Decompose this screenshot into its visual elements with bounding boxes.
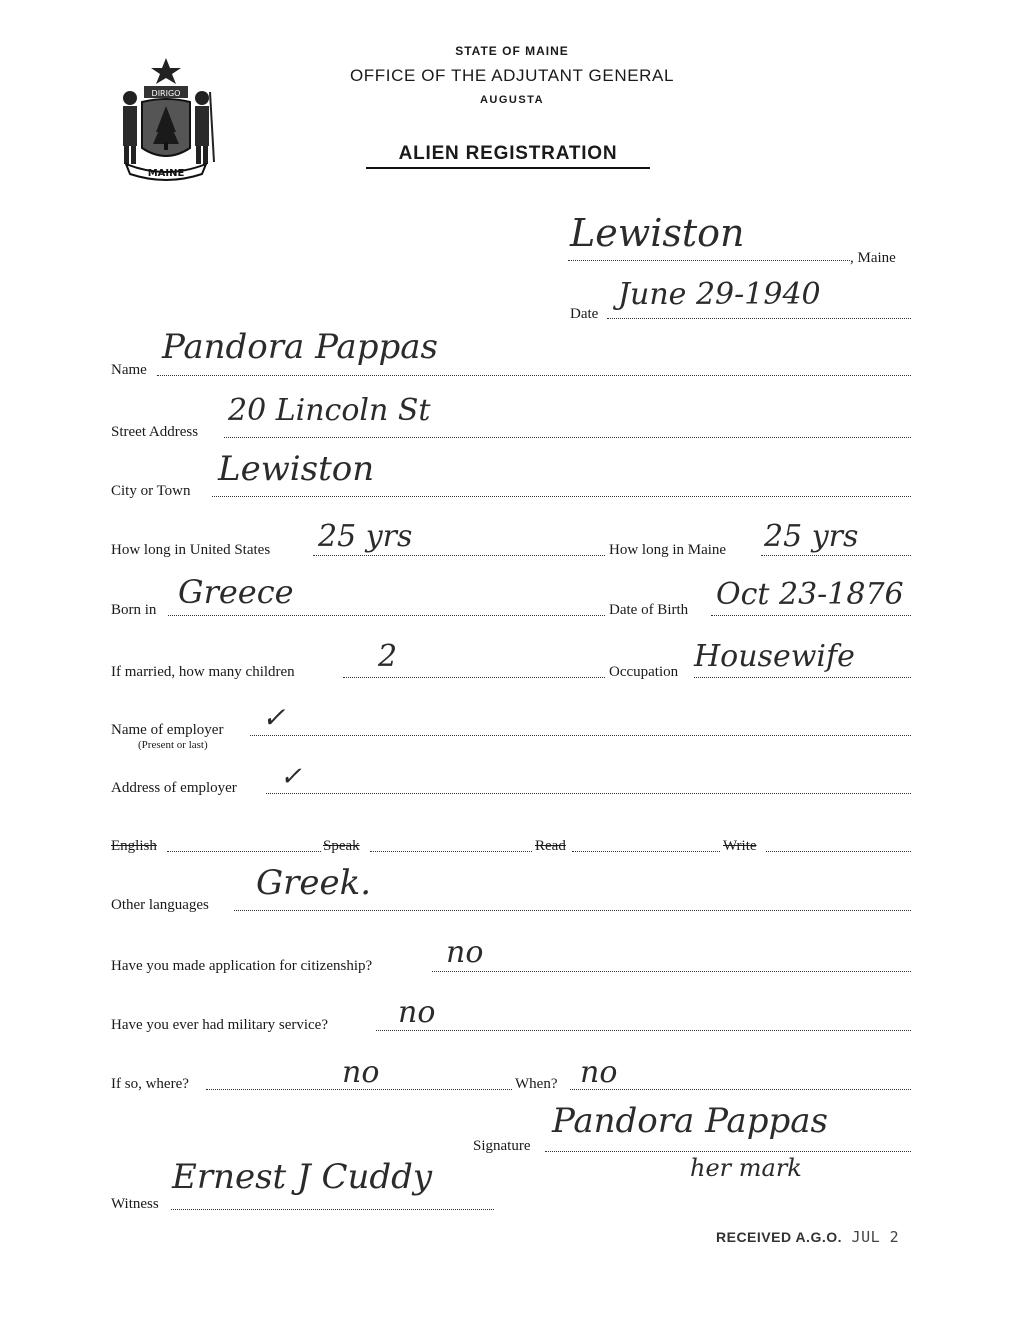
employer-value: ✓ xyxy=(262,701,286,734)
employer-line xyxy=(250,735,911,736)
born-value: Greece xyxy=(178,573,294,611)
how-long-us-value: 25 yrs xyxy=(318,519,413,554)
employer-sublabel: (Present or last) xyxy=(138,739,208,751)
witness-value: Ernest J Cuddy xyxy=(172,1157,433,1197)
signature-label: Signature xyxy=(473,1138,531,1154)
speak-line xyxy=(370,851,532,852)
occupation-value: Housewife xyxy=(694,639,855,674)
name-value: Pandora Pappas xyxy=(162,327,438,367)
header-office: OFFICE OF THE ADJUTANT GENERAL xyxy=(349,66,675,85)
born-label: Born in xyxy=(111,602,157,618)
city-line xyxy=(212,496,911,497)
citizenship-label: Have you made application for citizenship? xyxy=(111,958,373,974)
header-state: STATE OF MAINE xyxy=(455,44,569,58)
citizenship-line xyxy=(432,971,911,972)
date-value: June 29-1940 xyxy=(618,277,821,312)
military-value: no xyxy=(398,995,436,1030)
place-line xyxy=(568,260,850,261)
where-label: If so, where? xyxy=(111,1076,189,1092)
read-label: Read xyxy=(535,838,566,854)
received-stamp xyxy=(716,1228,899,1246)
name-label: Name xyxy=(111,362,147,378)
write-label: Write xyxy=(723,838,757,854)
witness-label: Witness xyxy=(111,1196,159,1212)
dob-line xyxy=(711,615,911,616)
when-label: When? xyxy=(515,1076,558,1092)
street-value: 20 Lincoln St xyxy=(228,393,431,428)
place-suffix: , Maine xyxy=(850,250,896,266)
employer-address-line xyxy=(266,793,911,794)
svg-text:MAINE: MAINE xyxy=(147,168,185,179)
date-line xyxy=(607,318,911,319)
dob-value: Oct 23-1876 xyxy=(716,577,904,612)
english-line xyxy=(167,851,321,852)
speak-label: Speak xyxy=(323,838,360,854)
date-label: Date xyxy=(570,306,599,322)
how-long-maine-label: How long in Maine xyxy=(609,542,727,558)
place-value: Lewiston xyxy=(570,211,745,255)
other-languages-value: Greek. xyxy=(256,863,372,903)
how-long-maine-line xyxy=(761,555,911,556)
occupation-label: Occupation xyxy=(609,664,679,680)
children-value: 2 xyxy=(378,639,398,674)
other-languages-label: Other languages xyxy=(111,897,209,913)
employer-label: Name of employer xyxy=(111,722,224,738)
street-label: Street Address xyxy=(111,424,199,440)
write-line xyxy=(766,851,911,852)
received-stamp-date: JUL 2 xyxy=(851,1228,900,1246)
svg-text:DIRIGO: DIRIGO xyxy=(151,89,181,98)
how-long-us-line xyxy=(313,555,605,556)
children-label: If married, how many children xyxy=(111,664,295,680)
when-line xyxy=(570,1089,911,1090)
how-long-us-label: How long in United States xyxy=(111,542,271,558)
how-long-maine-value: 25 yrs xyxy=(764,519,859,554)
signature-mark: her mark xyxy=(690,1154,802,1182)
dob-label: Date of Birth xyxy=(609,602,689,618)
read-line xyxy=(572,851,720,852)
born-line xyxy=(168,615,605,616)
city-value: Lewiston xyxy=(218,449,375,489)
header-city: AUGUSTA xyxy=(479,94,545,106)
english-label: English xyxy=(111,838,157,854)
name-line xyxy=(157,375,911,376)
citizenship-value: no xyxy=(446,935,484,970)
employer-address-value: ✓ xyxy=(280,762,302,792)
witness-line xyxy=(171,1209,494,1210)
children-line xyxy=(343,677,605,678)
received-stamp-text: RECEIVED A.G.O. xyxy=(716,1229,843,1245)
when-value: no xyxy=(580,1055,618,1090)
where-value: no xyxy=(342,1055,380,1090)
military-line xyxy=(376,1030,911,1031)
other-languages-line xyxy=(234,910,911,911)
street-line xyxy=(224,437,911,438)
signature-line xyxy=(545,1151,911,1152)
form-title: ALIEN REGISTRATION xyxy=(366,143,650,169)
military-label: Have you ever had military service? xyxy=(111,1017,328,1033)
employer-address-label: Address of employer xyxy=(111,780,237,796)
occupation-line xyxy=(694,677,911,678)
city-label: City or Town xyxy=(111,483,191,499)
signature-value: Pandora Pappas xyxy=(552,1101,828,1141)
